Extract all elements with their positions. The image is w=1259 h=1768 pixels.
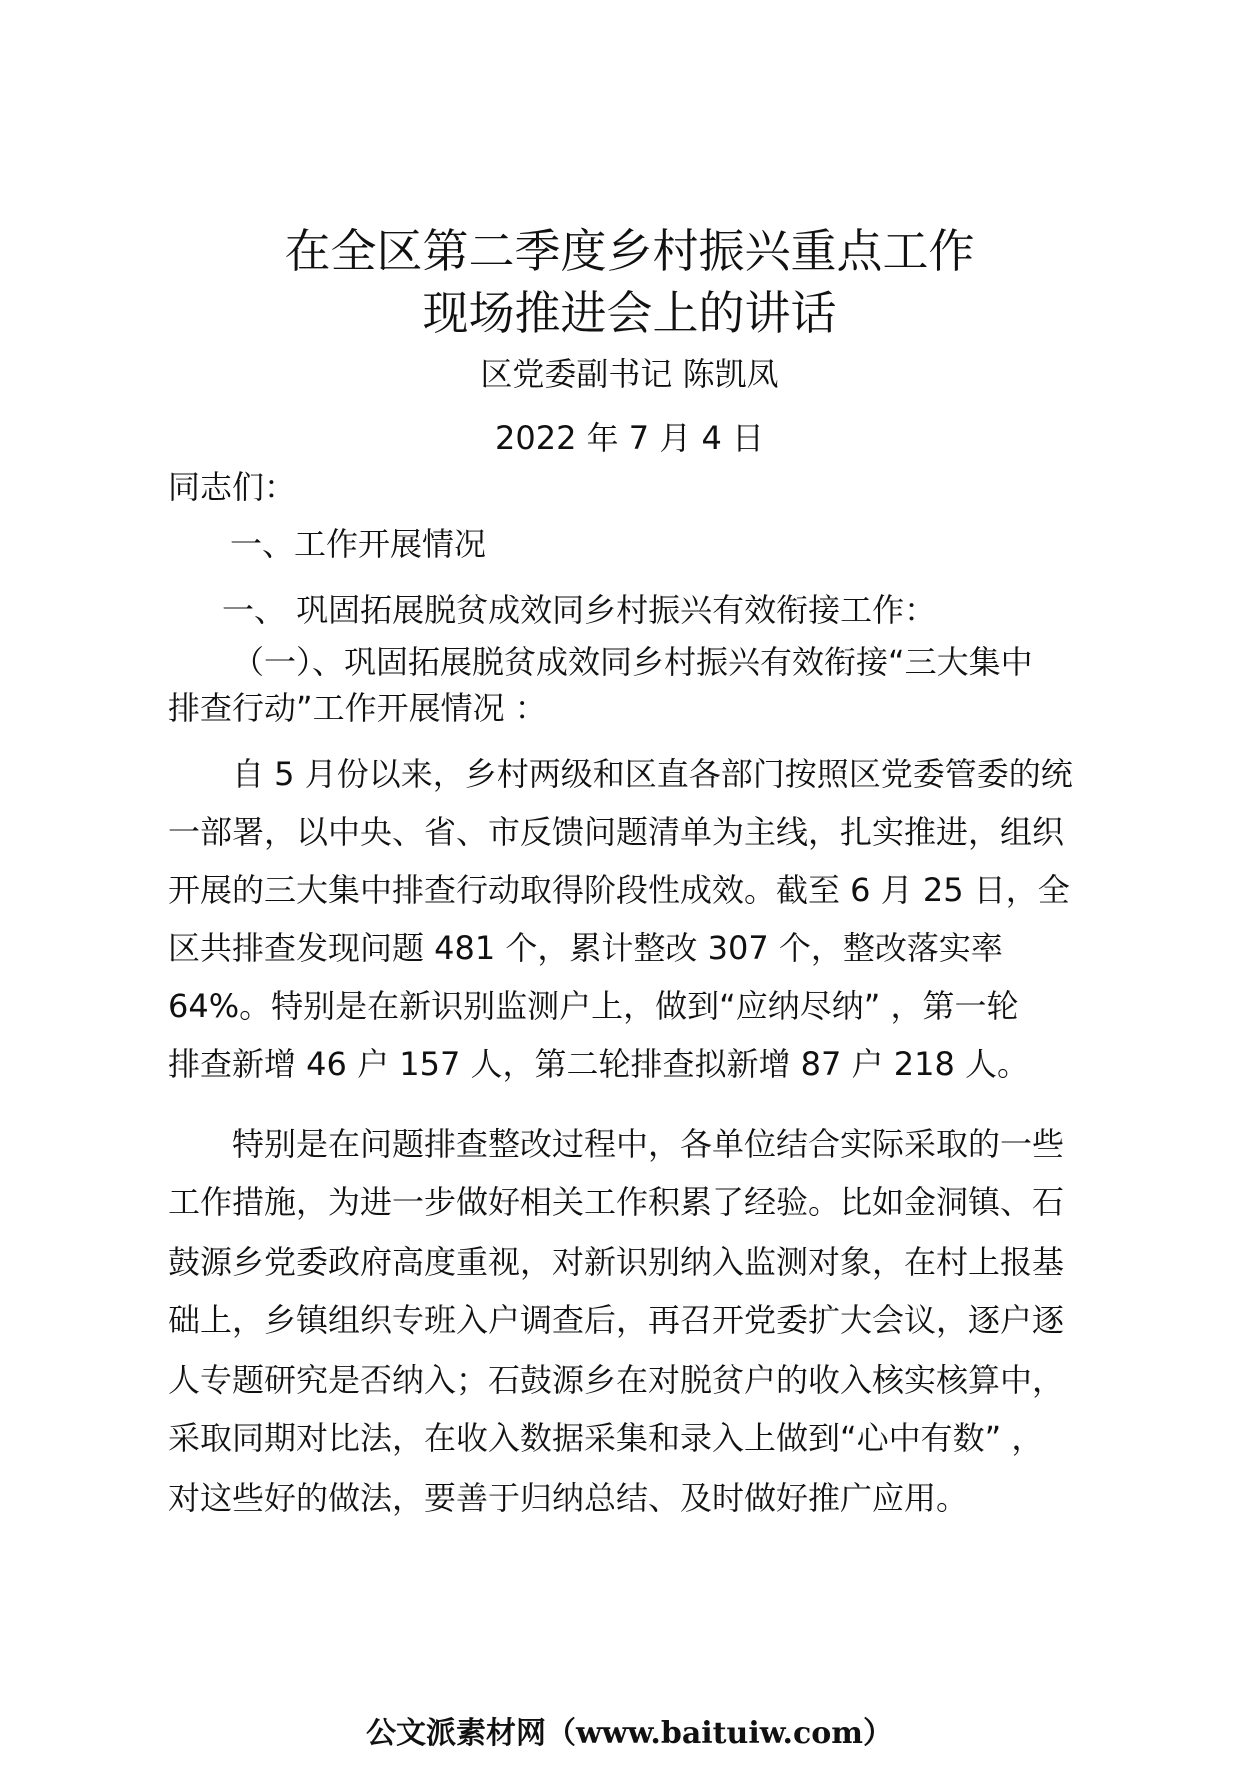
paragraph-2-line-1: 自 5 月份以来，乡村两级和区直各部门按照区党委管委的统 xyxy=(232,755,1073,793)
paragraph-3-line-4: 础上，乡镇组织专班入户调查后，再召开党委扩大会议，逐户逐 xyxy=(168,1301,1065,1339)
paragraph-3-line-1: 特别是在问题排查整改过程中，各单位结合实际采取的一些 xyxy=(232,1125,1065,1163)
paragraph-3-line-3: 鼓源乡党委政府高度重视，对新识别纳入监测对象，在村上报基 xyxy=(168,1243,1065,1281)
paragraph-3-line-5: 人专题研究是否纳入；石鼓源乡在对脱贫户的收入核实核算中， xyxy=(168,1361,1065,1399)
author-line: 区党委副书记 陈凯凤 xyxy=(480,355,779,393)
paragraph-2-line-4: 区共排查发现问题 481 个，累计整改 307 个，整改落实率 xyxy=(168,929,1003,967)
paragraph-1-line-2: 排查行动”工作开展情况 ： xyxy=(168,689,547,727)
section-heading: 一、工作开展情况 xyxy=(230,525,487,563)
salutation: 同志们： xyxy=(168,468,297,506)
paragraph-2-line-6: 排查新增 46 户 157 人，第二轮排查拟新增 87 户 218 人。 xyxy=(168,1045,1029,1083)
paragraph-2-line-2: 一部署，以中央、省、市反馈问题清单为主线，扎实推进，组织 xyxy=(168,813,1065,851)
document-title-line-2: 现场推进会上的讲话 xyxy=(422,286,837,340)
document-title-line-1: 在全区第二季度乡村振兴重点工作 xyxy=(284,224,975,278)
paragraph-1-line-1: （一）、巩固拓展脱贫成效同乡村振兴有效衔接“三大集中 xyxy=(232,643,1033,681)
paragraph-3-line-2: 工作措施，为进一步做好相关工作积累了经验。比如金洞镇、石 xyxy=(168,1183,1065,1221)
paragraph-2-line-5: 64%。特别是在新识别监测户上，做到“应纳尽纳” ，第一轮 xyxy=(168,987,1019,1025)
paragraph-3-line-7: 对这些好的做法，要善于归纳总结、及时做好推广应用。 xyxy=(168,1479,969,1517)
footer-watermark: 公文派素材网（www.baituiw.com） xyxy=(365,1716,894,1751)
sub-heading: 一、 巩固拓展脱贫成效同乡村振兴有效衔接工作： xyxy=(222,591,937,629)
date-line: 2022 年 7 月 4 日 xyxy=(494,419,765,457)
paragraph-2-line-3: 开展的三大集中排查行动取得阶段性成效。截至 6 月 25 日，全 xyxy=(168,871,1070,909)
paragraph-3-line-6: 采取同期对比法，在收入数据采集和录入上做到“心中有数” ， xyxy=(168,1419,1044,1457)
